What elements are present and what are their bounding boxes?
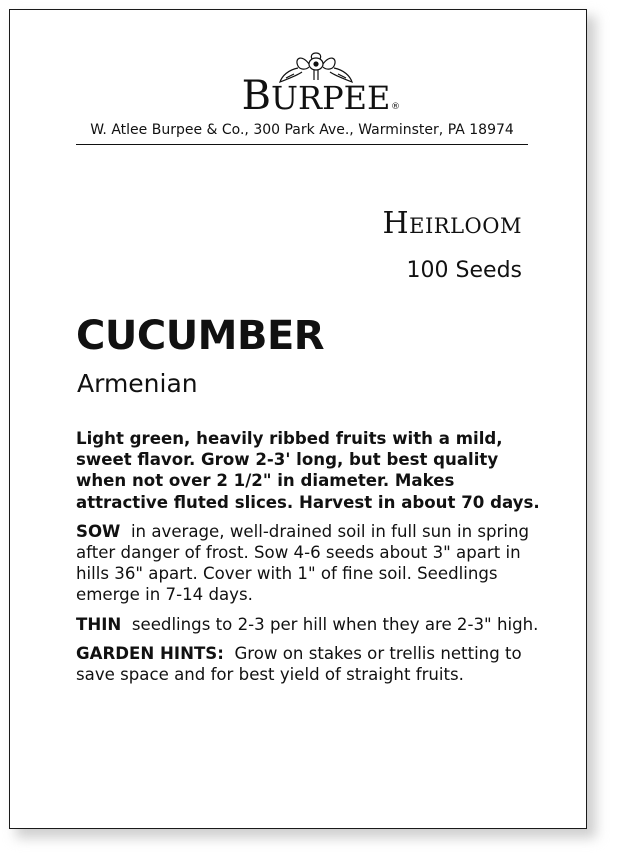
thin-keyword: THIN <box>76 614 122 634</box>
sow-keyword: SOW <box>76 521 121 541</box>
hints-text: Grow on stakes or trellis netting to save space and for best yield of straight fruits. <box>76 643 522 685</box>
product-name: CUCUMBER <box>76 313 325 359</box>
sow-instructions <box>76 521 546 606</box>
thin-text: seedlings to 2-3 per hill when they are 2-3" high. <box>131 614 539 634</box>
company-address: W. Atlee Burpee & Co., 300 Park Ave., Warminster, PA 18974 <box>90 122 514 138</box>
seed-count: 100 Seeds <box>406 258 522 283</box>
heirloom-label: Heirloom <box>382 206 522 241</box>
product-variety: Armenian <box>77 369 198 398</box>
burpee-logo <box>230 50 402 120</box>
hints-keyword: GARDEN HINTS: <box>76 643 224 663</box>
divider <box>76 144 528 145</box>
brand-rest: URPEE <box>271 79 391 117</box>
registered-mark: ® <box>391 102 400 112</box>
description-text: Light green, heavily ribbed fruits with a mild, sweet flavor. Grow 2-3' long, but best quality when not over 2 1/2" in diameter. Makes attractive fluted slices. Harvest in about 70 days. <box>76 429 540 512</box>
packet-description <box>76 428 546 693</box>
thin-instructions <box>76 614 546 635</box>
seed-packet-card <box>9 9 587 829</box>
sow-text: in average, well-drained soil in full sun in spring after danger of frost. Sow 4-6 seeds about 3" apart in hills 36" apart. Cover with 1" of fine soil. Seedlings emerge in 7-14 days. <box>76 521 530 605</box>
brand-initial: B <box>241 73 272 119</box>
brand-wordmark <box>230 73 402 119</box>
garden-hints <box>76 643 546 685</box>
